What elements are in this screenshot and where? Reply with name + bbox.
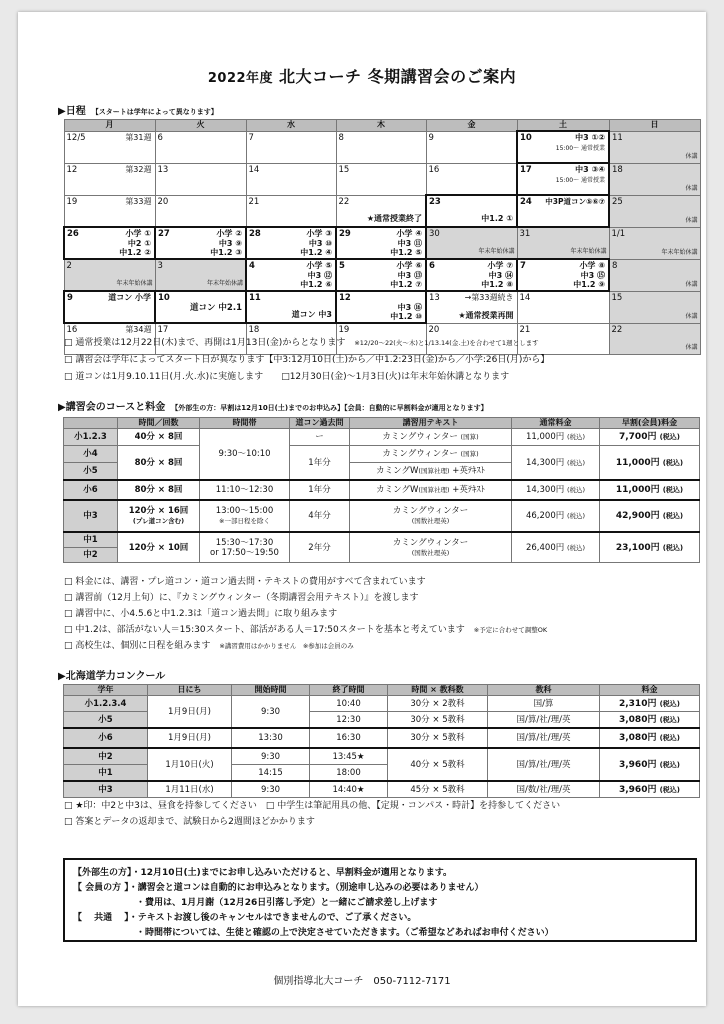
course-note-4: □ 中1.2は、部活がない人＝15:30スタート、部活がある人＝17:50スタートを基本と考えています ※予定に合わせて調整OK [64, 625, 548, 635]
course-table: 時間／回数 時間帯 道コン過去問 講習用テキスト 通常料金 早割(会員)料金 小1.2.3 40分 × 8回 9:30～10:10 ー カミングウィンター (国算) 11,000円 (税込) 7,700円 (税込) 小4 80分 × 8回 1年分 カミングウィンター (国算) 14,300円 (税込) 11,000円 (税込) 小5 カミングW(国算社理) +英ﾃｷｽﾄ 小6 80分 × 8回 11:10～12:30 1年分 カミングW(国算社理) +英ﾃｷｽﾄ 14,300円 (税込) 11,000円 (税込) 中3 120分 × 16回 (プレ道コン含む) 13:00～15:00 ※一部日程を除く 4年分 カミングウィンター (国数社理英) 46,200円 (税込) 42,900円 (税込) 中1 120分 × 10回 15:30～17:30 or 17:50～19:50 2年分 カミングウィンター (国数社理英) 26,400円 (税込) 23,100円 (税込) 中2 [63, 417, 700, 563]
schedule-note-1: □ 通常授業は12月22日(木)まで、再開は1月13日(金)からとなります ※12/20～22(火～木)と1/13.14(金.土)を合わせて1週とします [64, 338, 539, 348]
contest-heading: ▶北海道学力コンクール [58, 671, 166, 682]
schedule-note-2: □ 講習会は学年によってスタート日が異なります【中3:12月10日(土)から／中1.2:23日(金)から／小学:26日(月)から】 [64, 355, 550, 365]
footer-contact: 個別指導北大コーチ 050-7112-7171 [273, 976, 451, 987]
contest-note-1: □ ★印：中2と中3は、昼食を持参してください □ 中学生は筆記用具の他、【定規・コンパス・時計】を持参してください [64, 801, 561, 811]
course-note-3: □ 講習中に、小4.5.6と中1.2.3は「道コン過去問」に取り組みます [64, 609, 338, 619]
course-note-5: □ 高校生は、個別に日程を組みます ※講習費用はかかりません ※参加は会員のみ [64, 641, 354, 651]
schedule-note-3: □ 道コンは1月9.10.11日(月.火.水)に実施します □12月30日(金)～1月3日(火)は年末年始休講となります [64, 372, 510, 382]
document-page [18, 12, 706, 1006]
schedule-calendar: 月 火 水 木 金 土 日 12/5 第31週 6 7 8 9 10 中3 ①② 15:00～ 通常授業 11 休講 12 第32週 13 14 15 16 17 中3 ③④ 15:00～ 通常授業 18 休講 19 第33週 20 21 22 ★通常授業終了 23 中1.2 ① 24 中3P道コン⑤⑥⑦ 25 休講 26 小学 ① 中2 ① 中1.2 ② 27 小学 ② 中3 ⑨ 中1.2 ③ 28 小学 ③ 中3 ⑩ 中1.2 ④ 29 小学 ④ 中3 ⑪ 中1.2 ⑤ 30 年末年始休講 31 年末年始休講 1/1 年末年始休講 2 年末年始休講 3 年末年始休講 4 小学 ⑤ 中3 ⑫ 中1.2 ⑥ 5 小学 ⑥ 中3 ⑬ 中1.2 ⑦ 6 小学 ⑦ 中3 ⑭ 中1.2 ⑧ 7 小学 ⑧ 中3 ⑮ 中1.2 ⑨ 8 休講 9 道コン 小学 10 道コン 中2.1 11 道コン 中3 12 中3 ⑯ 中1.2 ⑩ 13 →第33週続き ★通常授業再開 14 15 休講 16 第34週 17 18 19 20 21 22 休講 [63, 119, 701, 355]
course-note-1: □ 料金には、講習・プレ道コン・道コン過去問・テキストの費用がすべて含まれています [64, 577, 426, 587]
course-note-2: □ 講習前（12月上旬）に、『カミングウィンター（冬期講習会用テキスト）』を渡します [64, 593, 419, 603]
cal-cell: 12/5 第31週 [64, 131, 155, 163]
page-title: 2022年度 北大コーチ 冬期講習会のご案内 [207, 67, 517, 86]
contest-table: 学年 日にち 開始時間 終了時間 時間 × 教科数 教科 料金 小1.2.3.4 1月9日(月) 9:30 10:40 30分 × 2教科 国/算 2,310円 (税込) 小5 12:30 30分 × 5教科 国/算/社/理/英 3,080円 (税込) 小6 1月9日(月) 13:30 16:30 30分 × 5教科 国/算/社/理/英 3,080円 (税込) 中2 1月10日(火) 9:30 13:45★ 40分 × 5教科 国/算/社/理/英 3,960円 (税込) 中1 14:15 18:00 中3 1月11日(水) 9:30 14:40★ 45分 × 5教科 国/数/社/理/英 3,960円 (税込) [63, 684, 700, 798]
contest-note-2: □ 答案とデータの返却まで、試験日から2週間ほどかかります [64, 817, 315, 827]
schedule-heading: ▶日程 【スタートは学年によって異なります】 [58, 106, 218, 117]
application-info-box: 【外部生の方】・12月10日(土)までにお申し込みいただけると、早割料金が適用となります。 【 会員の方 】・講習会と道コンは自動的にお申込みとなります。（別途申し込みの必要はありません） ・費用は、1月月謝（12月26日引落し予定）と一緒にご請求差し上げます 【 共通 】・テキストお渡し後のキャンセルはできませんので、ご了承ください。 ・時間帯については、生徒と確認の上で決定させていただきます。（ご希望などあればお申付ください） [63, 858, 697, 942]
courses-heading: ▶講習会のコースと料金 【外部生の方：早割は12月10日(土)までのお申込み】【会員：自動的に早割料金が適用となります】 [58, 402, 488, 413]
